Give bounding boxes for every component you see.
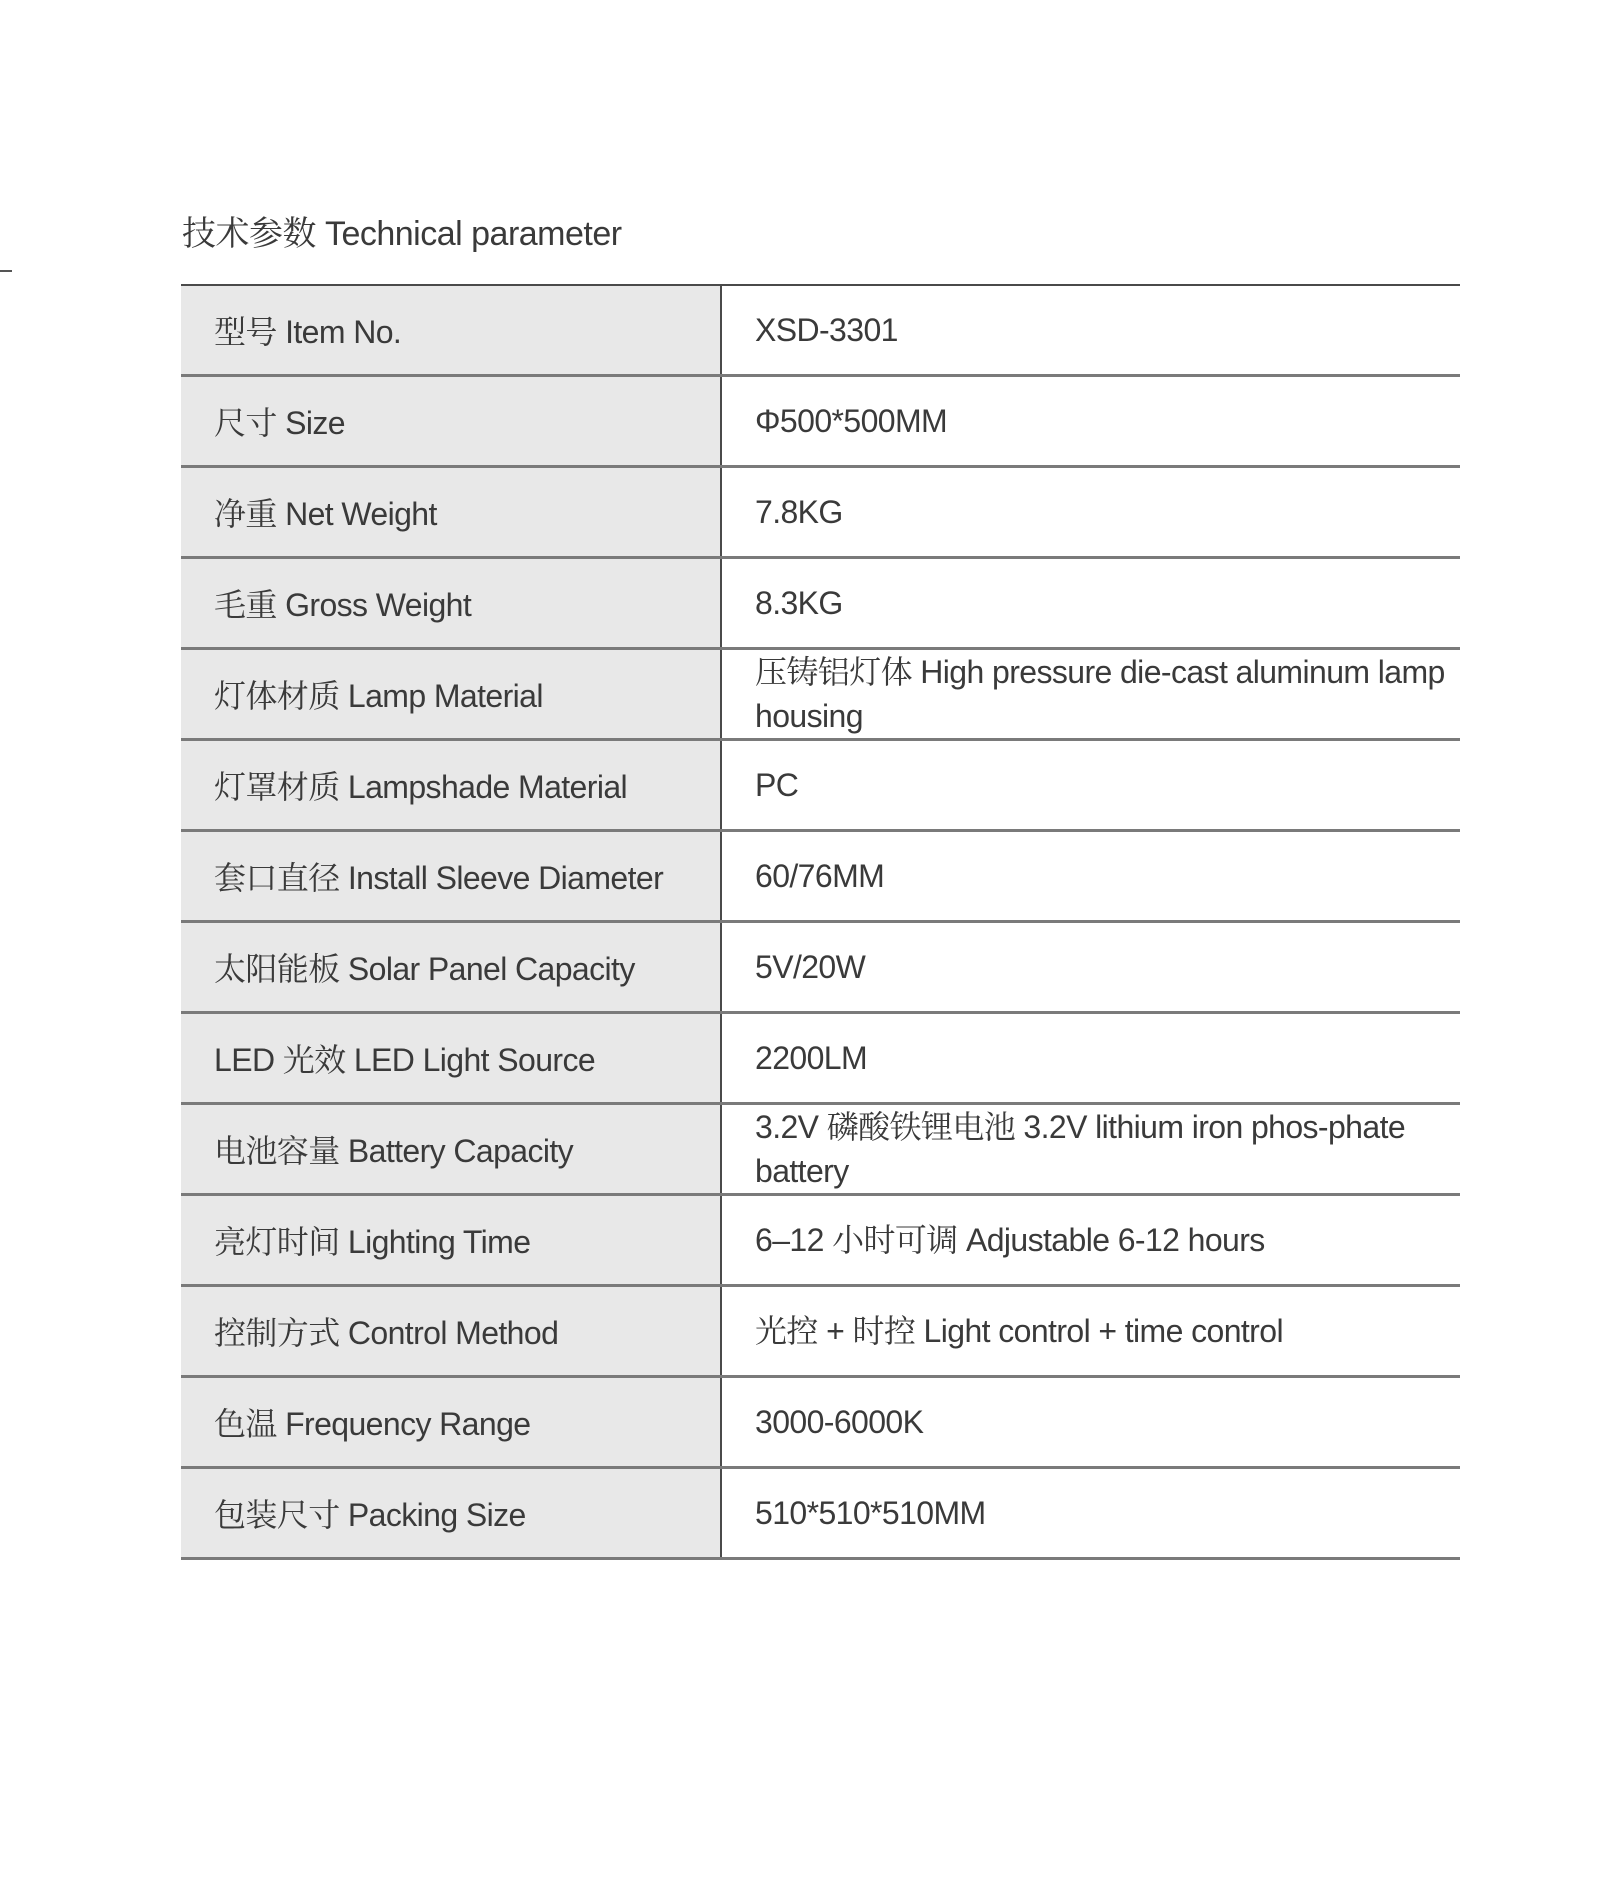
spec-value: 60/76MM [722,832,1460,920]
spec-label: 灯罩材质 Lampshade Material [181,741,722,829]
spec-label: 太阳能板 Solar Panel Capacity [181,923,722,1011]
spec-row-packing-size [181,1469,1460,1560]
spec-value: 7.8KG [722,468,1460,556]
spec-label: 净重 Net Weight [181,468,722,556]
spec-value: 压铸铝灯体 High pressure die-cast aluminum lamp housing [722,650,1460,738]
spec-value: XSD-3301 [722,286,1460,374]
spec-label: 尺寸 Size [181,377,722,465]
spec-row-solar-panel-capacity [181,923,1460,1014]
section-title: 技术参数 Technical parameter [182,215,622,253]
spec-label: 亮灯时间 Lighting Time [181,1196,722,1284]
spec-value: 光控 + 时控 Light control + time control [722,1287,1460,1375]
spec-label: LED 光效 LED Light Source [181,1014,722,1102]
spec-label: 包装尺寸 Packing Size [181,1469,722,1557]
spec-row-lighting-time [181,1196,1460,1287]
spec-label: 毛重 Gross Weight [181,559,722,647]
spec-label: 电池容量 Battery Capacity [181,1105,722,1193]
spec-value: 8.3KG [722,559,1460,647]
spec-row-lamp-material [181,650,1460,741]
spec-label: 灯体材质 Lamp Material [181,650,722,738]
spec-row-net-weight [181,468,1460,559]
spec-label: 套口直径 Install Sleeve Diameter [181,832,722,920]
spec-value: PC [722,741,1460,829]
spec-table [181,284,1460,1560]
spec-label: 型号 Item No. [181,286,722,374]
spec-row-control-method [181,1287,1460,1378]
spec-value: 6–12 小时可调 Adjustable 6-12 hours [722,1196,1460,1284]
spec-row-frequency-range [181,1378,1460,1469]
edge-mark [0,270,12,272]
spec-row-gross-weight [181,559,1460,650]
spec-value: Φ500*500MM [722,377,1460,465]
spec-value: 5V/20W [722,923,1460,1011]
spec-row-lampshade-material [181,741,1460,832]
spec-row-size [181,377,1460,468]
spec-value: 3000-6000K [722,1378,1460,1466]
spec-value: 2200LM [722,1014,1460,1102]
spec-row-install-sleeve-diameter [181,832,1460,923]
spec-label: 控制方式 Control Method [181,1287,722,1375]
spec-value: 3.2V 磷酸铁锂电池 3.2V lithium iron phos-phate battery [722,1105,1460,1193]
spec-row-led-light-source [181,1014,1460,1105]
spec-value: 510*510*510MM [722,1469,1460,1557]
spec-row-item-no [181,286,1460,377]
spec-label: 色温 Frequency Range [181,1378,722,1466]
spec-row-battery-capacity [181,1105,1460,1196]
